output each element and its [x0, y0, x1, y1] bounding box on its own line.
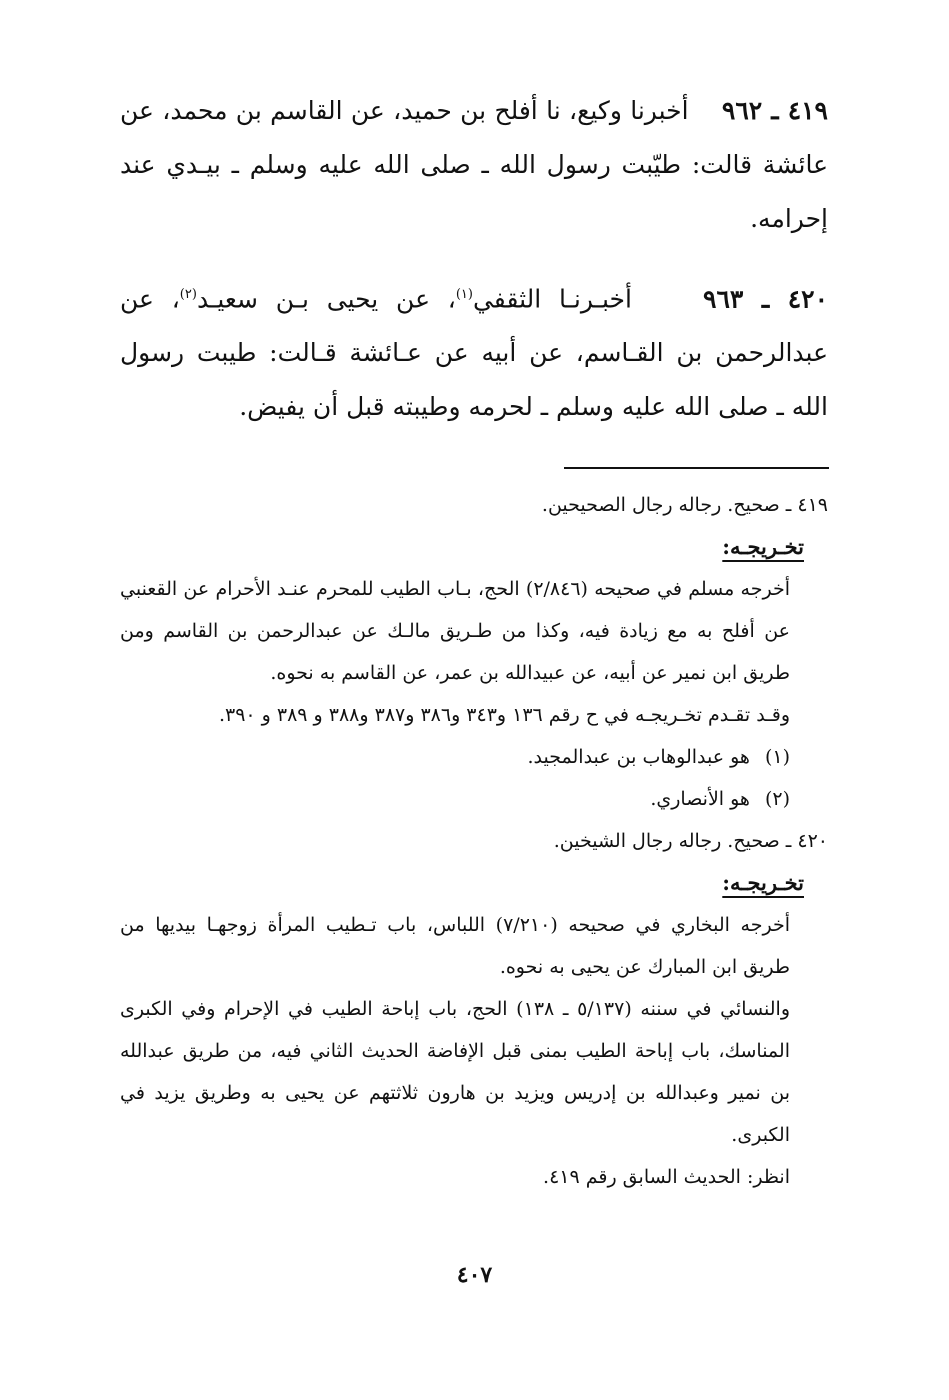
note-419-takhrij: أخرجه مسلم في صحيحه (٢/٨٤٦) الحج، بـاب الطيب للمحرم عنـد الأحرام عن القعنبي عن أفلح به مع زيادة فيه، وكذا من طـريق مالـك عن عبدالرحمن بن القاسم ومن طريق ابن نمير عن أبيه، عن عبيدالله بن عمر، عن القاسم به نحوه. — [120, 578, 790, 684]
footnote-divider — [564, 467, 829, 469]
hadith-number: ٤١٩ ـ ٩٦٢ — [721, 96, 828, 125]
footnote-ref-1: (١) — [455, 287, 473, 302]
takhrij-heading: تخـريجـه: — [722, 870, 804, 895]
footnotes — [120, 484, 828, 1198]
hadith-962 — [120, 84, 828, 246]
note-420-nasai: والنسائي في سننه (٥/١٣٧ ـ ١٣٨) الحج، باب إباحة الطيب في الإحرام وفي الكبرى المناسك، باب إباحة الطيب بمنى قبل الإفاضة الحديث الثاني فيه، من طريق عبدالله بن نمير وعبدالله بن إدريس ويزيد بن هارون ثلاثتهم عن يحيى به وطريق يزيد في الكبرى. — [120, 998, 790, 1146]
note-419-head: ٤١٩ ـ صحيح. رجاله رجال الصحيحين. — [541, 494, 828, 516]
main-text — [120, 84, 828, 456]
hadith-963 — [120, 268, 828, 434]
hadith-text: ، عن عبدالرحمن بن القـاسم، عن أبيه عن عـائشة قـالت: طيبت رسول الله ـ صلى الله عليه وسلم ـ لحرمه وطيبته قبل أن يفيض. — [120, 284, 828, 422]
hadith-text: ، عن يحيى بـن سعيـد — [196, 284, 456, 314]
footnote-text: هو عبدالوهاب بن عبدالمجيد. — [527, 746, 750, 768]
footnote-ref-2: (٢) — [179, 287, 197, 302]
hadith-number: ٤٢٠ ـ ٩٦٣ — [703, 284, 829, 314]
note-420-see: انظر: الحديث السابق رقم ٤١٩. — [543, 1166, 790, 1188]
note-420-bukhari: أخرجه البخاري في صحيحه (٧/٢١٠) اللباس، باب تـطيب المرأة زوجهـا بيديها من طريق ابن المبارك عن يحيى به نحوه. — [120, 914, 790, 978]
footnote-2 — [120, 778, 790, 820]
footnote-number: (١) — [764, 746, 790, 768]
footnote-text: هو الأنصاري. — [650, 788, 750, 810]
note-420-head: ٤٢٠ ـ صحيح. رجاله رجال الشيخين. — [553, 830, 828, 852]
footnote-number: (٢) — [764, 788, 790, 810]
footnote-1 — [120, 736, 790, 778]
note-419-previous: وقـد تقـدم تخـريجـه في ح رقم ١٣٦ و٣٤٣ و٣٨٦ و٣٨٧ و٣٨٨ و ٣٨٩ و ٣٩٠. — [218, 704, 790, 726]
page-number: ٤٠٧ — [456, 1262, 493, 1288]
takhrij-heading: تخـريجـه: — [722, 534, 804, 559]
hadith-text: أخبرنا وكيع، نا أفلح بن حميد، عن القاسم بن محمد، عن عائشة قالت: طيّبت رسول الله ـ صلى الله عليه وسلم ـ بيـدي عند إحرامه. — [120, 96, 828, 233]
hadith-text: أخبـرنـا الثقفي — [472, 284, 632, 314]
